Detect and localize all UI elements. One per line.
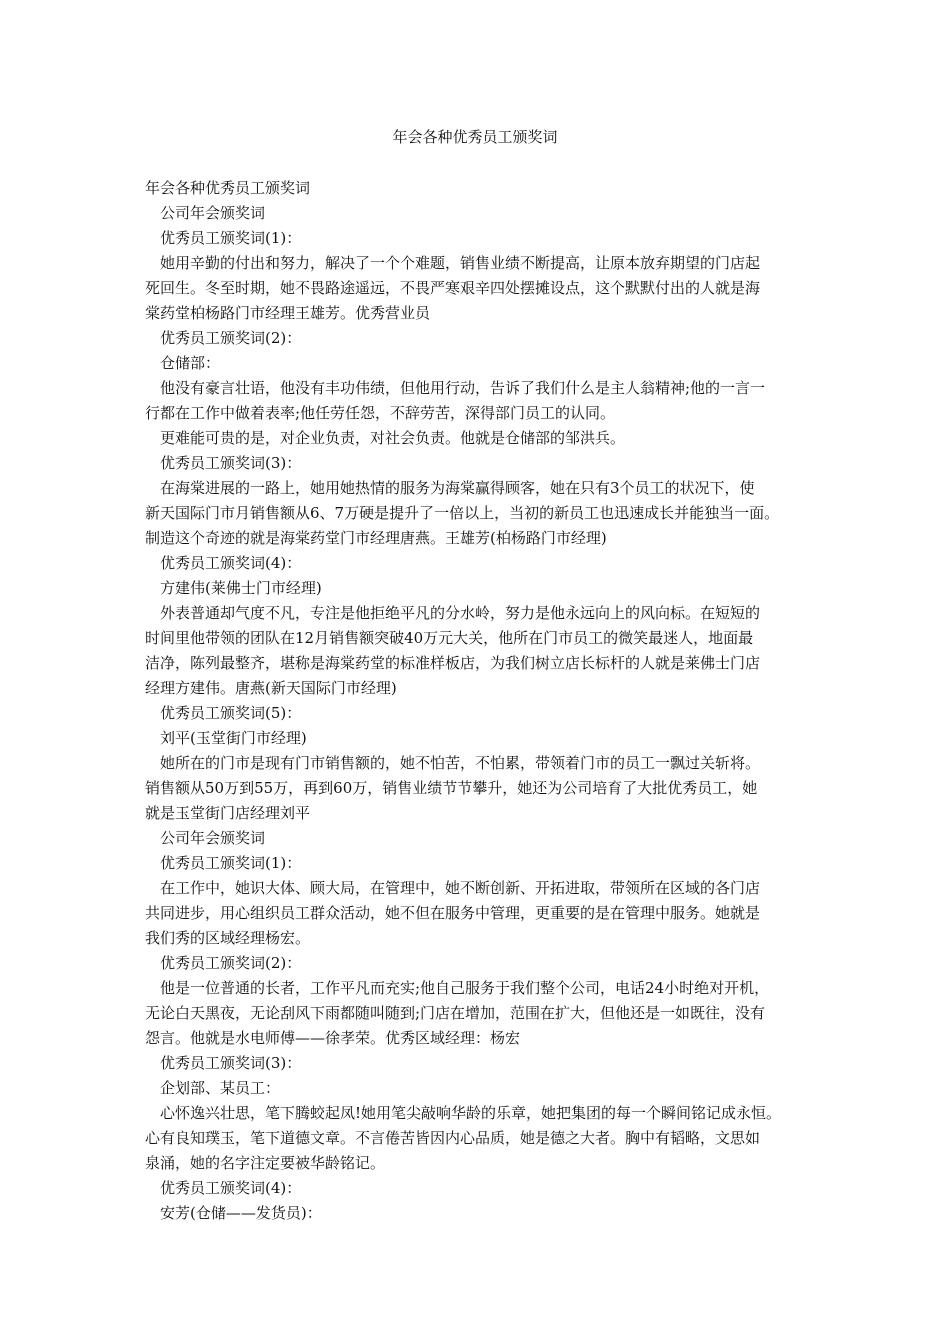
text-line: 外表普通却气度不凡，专注是他拒绝平凡的分水岭，努力是他永远向上的风向标。在短短的 xyxy=(160,604,761,622)
text-line: 心有良知璞玉，笔下道德文章。不言倦苦皆因内心品质，她是德之大者。胸中有韬略，文思如 xyxy=(145,1129,761,1147)
text-line: 共同进步，用心组织员工群众活动，她不但在服务中管理，更重要的是在管理中服务。她就是 xyxy=(145,904,761,922)
text-line: 怨言。他就是水电师傅——徐孝荣。优秀区域经理：杨宏 xyxy=(145,1029,521,1047)
text-line: 制造这个奇迹的就是海棠药堂门市经理唐燕。王雄芳(柏杨路门市经理) xyxy=(145,529,607,547)
text-line: 经理方建伟。唐燕(新天国际门市经理) xyxy=(145,679,397,697)
text-line: 销售额从50万到55万，再到60万，销售业绩节节攀升，她还为公司培育了大批优秀员工，她 xyxy=(145,779,758,797)
text-line: 优秀员工颁奖词(3)： xyxy=(160,1054,302,1072)
document-body xyxy=(145,176,825,1226)
text-line: 棠药堂柏杨路门市经理王雄芳。优秀营业员 xyxy=(145,304,431,322)
text-line: 行都在工作中做着表率;他任劳任怨，不辞劳苦，深得部门员工的认同。 xyxy=(145,404,616,422)
text-line: 方建伟(莱佛士门市经理) xyxy=(160,579,322,597)
text-line: 她所在的门市是现有门市销售额的，她不怕苦，不怕累，带领着门市的员工一飘过关斩将。 xyxy=(160,754,761,772)
text-line: 企划部、某员工： xyxy=(160,1079,281,1097)
text-line: 时间里他带领的团队在12月销售额突破40万元大关，他所在门市员工的微笑最迷人，地面最 xyxy=(145,629,754,647)
text-line: 死回生。冬至时期，她不畏路途遥远，不畏严寒艰辛四处摆摊设点，这个默默付出的人就是海 xyxy=(145,279,761,297)
document-title: 年会各种优秀员工颁奖词 xyxy=(392,128,558,146)
text-line: 年会各种优秀员工颁奖词 xyxy=(145,179,311,197)
text-line: 他是一位普通的长者，工作平凡而充实;他自己服务于我们整个公司，电话24小时绝对开机， xyxy=(160,979,770,997)
text-line: 新天国际门市月销售额从6、7万硬是提升了一倍以上，当初的新员工也迅速成长并能独当一面。 xyxy=(145,504,780,522)
text-line: 优秀员工颁奖词(1)： xyxy=(160,854,302,872)
text-line: 刘平(玉堂街门市经理) xyxy=(160,729,307,747)
text-line: 泉涌，她的名字注定要被华龄铭记。 xyxy=(145,1154,386,1172)
text-line: 更难能可贵的是，对企业负责，对社会负责。他就是仓储部的邹洪兵。 xyxy=(160,429,626,447)
text-line: 无论白天黑夜，无论刮风下雨都随叫随到;门店在增加，范围在扩大，但他还是一如既往，没有 xyxy=(145,1004,766,1022)
text-line: 公司年会颁奖词 xyxy=(160,204,266,222)
text-line: 仓储部： xyxy=(160,354,221,372)
text-line: 心怀逸兴壮思，笔下腾蛟起凤!她用笔尖敲响华龄的乐章，她把集团的每一个瞬间铭记成永恒。 xyxy=(160,1104,782,1122)
text-line: 我们秀的区域经理杨宏。 xyxy=(145,929,311,947)
text-line: 优秀员工颁奖词(1)： xyxy=(160,229,302,247)
text-line: 优秀员工颁奖词(3)： xyxy=(160,454,302,472)
text-line: 洁净，陈列最整齐，堪称是海棠药堂的标准样板店，为我们树立店长标杆的人就是莱佛士门店 xyxy=(145,654,761,672)
text-line: 在工作中，她识大体、顾大局，在管理中，她不断创新、开拓进取，带领所在区域的各门店 xyxy=(160,879,761,897)
text-line: 优秀员工颁奖词(4)： xyxy=(160,1179,302,1197)
text-line: 安芳(仓储——发货员)： xyxy=(160,1204,322,1222)
text-line: 他没有豪言壮语，他没有丰功伟绩，但他用行动，告诉了我们什么是主人翁精神;他的一言一 xyxy=(160,379,766,397)
text-line: 优秀员工颁奖词(5)： xyxy=(160,704,302,722)
text-line: 就是玉堂街门店经理刘平 xyxy=(145,804,311,822)
text-line: 优秀员工颁奖词(2)： xyxy=(160,954,302,972)
text-line: 她用辛勤的付出和努力，解决了一个个难题，销售业绩不断提高，让原本放弃期望的门店起 xyxy=(160,254,761,272)
text-line: 在海棠进展的一路上，她用她热情的服务为海棠赢得顾客，她在只有3个员工的状况下，使 xyxy=(160,479,755,497)
text-line: 优秀员工颁奖词(2)： xyxy=(160,329,302,347)
text-line: 优秀员工颁奖词(4)： xyxy=(160,554,302,572)
text-line: 公司年会颁奖词 xyxy=(160,829,266,847)
